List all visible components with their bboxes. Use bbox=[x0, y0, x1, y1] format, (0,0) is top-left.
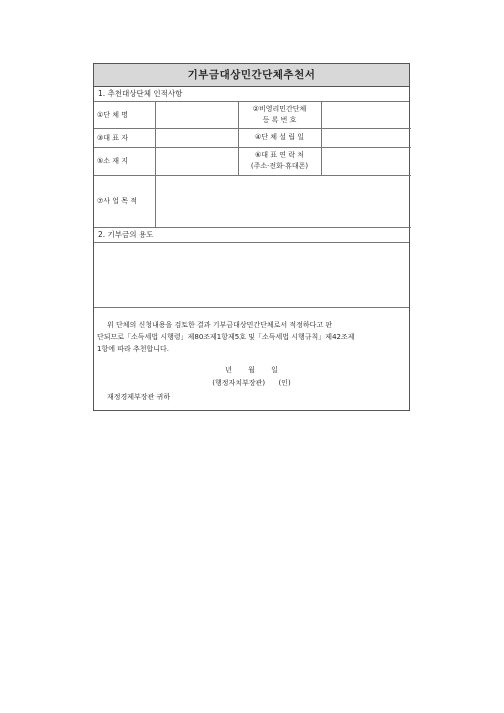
org-name-field[interactable] bbox=[155, 102, 238, 128]
statement bbox=[94, 308, 409, 359]
signer: (행정자치부장관) bbox=[212, 378, 266, 387]
date-line: 년 월 일 bbox=[225, 365, 278, 374]
representative-label: ③대 표 자 bbox=[94, 128, 155, 147]
founded-label: ④단 체 설 립 일 bbox=[238, 128, 321, 147]
reg-no-field[interactable] bbox=[321, 102, 411, 128]
signer-line bbox=[94, 378, 409, 388]
statement-line2: 단되므로「소득세법 시행령」제80조제1항제5호 및「소득세법 시행규칙」제42조제 bbox=[97, 332, 355, 341]
address-field[interactable] bbox=[155, 147, 238, 175]
donation-use-field[interactable] bbox=[94, 243, 409, 308]
contact-label-line2: (주소·전화·휴대폰) bbox=[250, 162, 309, 170]
representative-field[interactable] bbox=[155, 128, 238, 147]
org-name-label: ①단 체 명 bbox=[94, 102, 155, 128]
recommendation-form bbox=[93, 63, 410, 411]
form-title: 기부금대상민간단체추천서 bbox=[94, 64, 409, 87]
founded-field[interactable] bbox=[321, 128, 411, 147]
section2-header: 2. 기부금의 용도 bbox=[94, 228, 409, 243]
purpose-field[interactable] bbox=[155, 175, 411, 227]
purpose-label: ⑦사 업 목 적 bbox=[94, 175, 155, 227]
contact-label-line1: ⑥대 표 연 락 처 bbox=[255, 151, 304, 159]
statement-line3: 1항에 따라 추천합니다. bbox=[97, 344, 169, 353]
seal-mark: (인) bbox=[278, 378, 291, 387]
contact-label bbox=[238, 147, 321, 175]
section1-header: 1. 추천대상단체 인적사항 bbox=[94, 87, 409, 102]
reg-no-label bbox=[238, 102, 321, 128]
addressee: 재정경제부장관 귀하 bbox=[107, 392, 171, 401]
statement-line1: 위 단체의 신청내용을 검토한 결과 기부금대상민간단체로서 적정하다고 판 bbox=[107, 320, 333, 329]
reg-no-label-line2: 등 록 번 호 bbox=[262, 115, 297, 124]
address-label: ⑤소 재 지 bbox=[94, 147, 155, 175]
reg-no-label-line1: ②비영리민간단체 bbox=[252, 104, 307, 113]
org-info-table bbox=[94, 102, 411, 228]
contact-field[interactable] bbox=[321, 147, 411, 175]
